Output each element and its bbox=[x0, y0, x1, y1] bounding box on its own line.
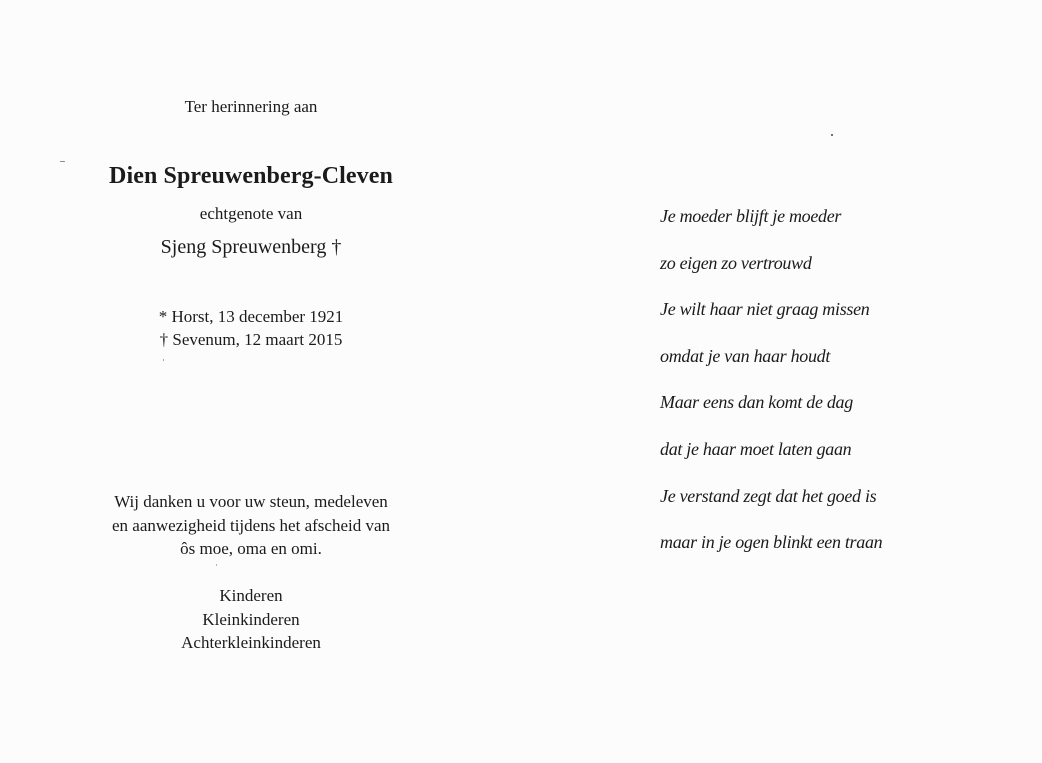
signers bbox=[60, 584, 442, 655]
signer-line: Achterkleinkinderen bbox=[181, 633, 321, 652]
poem-line: Je wilt haar niet graag missen bbox=[660, 299, 870, 320]
poem-line: maar in je ogen blinkt een traan bbox=[660, 532, 883, 553]
signer-line: Kleinkinderen bbox=[202, 609, 300, 629]
scan-speck bbox=[163, 359, 164, 361]
thanks-line: ôs moe, oma en omi. bbox=[180, 539, 322, 558]
spouse-label: echtgenote van bbox=[199, 204, 303, 223]
intro-text: Ter herinnering aan bbox=[184, 97, 318, 116]
birth-date: * Horst, 13 december 1921 bbox=[158, 307, 344, 326]
poem-line: Maar eens dan komt de dag bbox=[660, 392, 853, 413]
deceased-name: Dien Spreuwenberg-Cleven bbox=[109, 163, 393, 189]
thanks-line: en aanwezigheid tijdens het afscheid van bbox=[111, 515, 391, 535]
thanks-line: Wij danken u voor uw steun, medeleven bbox=[114, 492, 388, 511]
poem-line: Je moeder blijft je moeder bbox=[660, 206, 842, 226]
poem-line: zo eigen zo vertrouwd bbox=[660, 252, 812, 273]
spouse-name: Sjeng Spreuwenberg † bbox=[160, 236, 342, 258]
signer-line: Kinderen bbox=[219, 586, 283, 605]
scan-speck bbox=[60, 161, 65, 162]
thanks-message bbox=[60, 490, 442, 561]
poem-line: dat je haar moet laten gaan bbox=[660, 438, 852, 459]
poem-line: Je verstand zegt dat het goed is bbox=[660, 485, 877, 506]
death-date: † Sevenum, 12 maart 2015 bbox=[159, 330, 343, 349]
scan-speck bbox=[216, 564, 217, 566]
scan-speck bbox=[831, 134, 833, 136]
life-dates bbox=[60, 305, 442, 351]
poem bbox=[660, 201, 1020, 574]
poem-line: omdat je van haar houdt bbox=[660, 345, 831, 366]
